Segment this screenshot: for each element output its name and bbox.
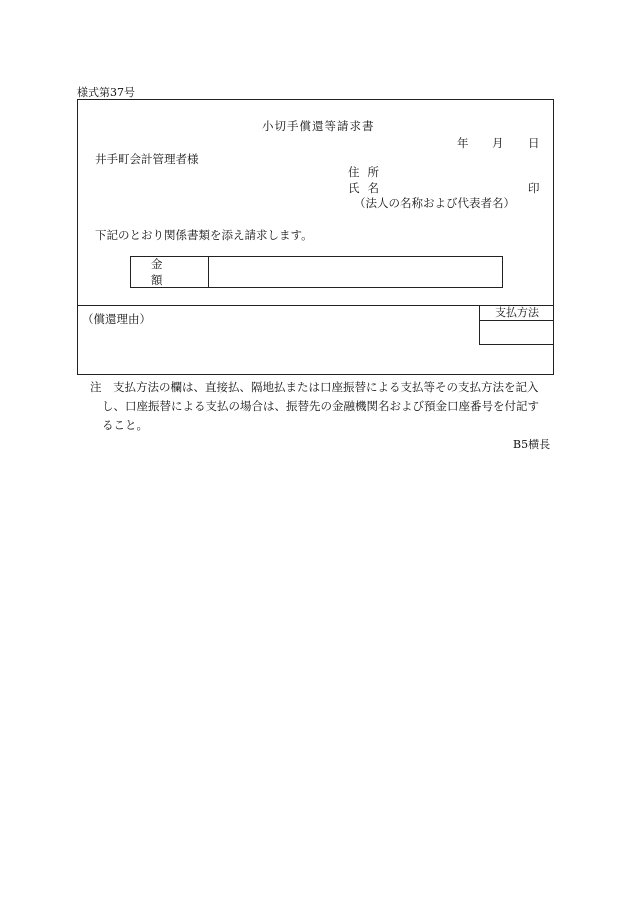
date-day-label: 日 (528, 136, 540, 150)
form-number: 様式第37号 (77, 86, 135, 99)
document-title: 小切手償還等請求書 (262, 119, 375, 133)
note-line: 注 支払方法の欄は、直接払、隔地払または口座振替による支払等その支払方法を記入 (90, 380, 539, 394)
note-line: し、口座振替による支払の場合は、振替先の金融機関名および預金口座番号を付記す (102, 399, 539, 413)
addressee: 井手町会計管理者様 (95, 152, 199, 166)
payment-method-box[interactable] (479, 305, 554, 345)
applicant-address-label: 住所 (348, 165, 387, 179)
applicant-name-label: 氏名 (348, 181, 387, 195)
amount-value-field[interactable] (209, 257, 502, 287)
date-month-label: 月 (492, 136, 504, 150)
corporation-note: （法人の名称および代表者名） (354, 196, 515, 210)
paper-size-label: B5横長 (513, 438, 551, 451)
date-year-label: 年 (457, 136, 469, 150)
reason-label: （償還理由） (82, 312, 151, 326)
note-block (90, 378, 556, 435)
note-line: ること。 (102, 418, 148, 432)
request-statement: 下記のとおり関係書類を添え請求します。 (95, 228, 313, 242)
amount-label: 金額 (131, 257, 209, 287)
amount-table (130, 256, 503, 288)
payment-method-label: 支払方法 (480, 305, 554, 321)
seal-mark: 印 (528, 181, 540, 195)
